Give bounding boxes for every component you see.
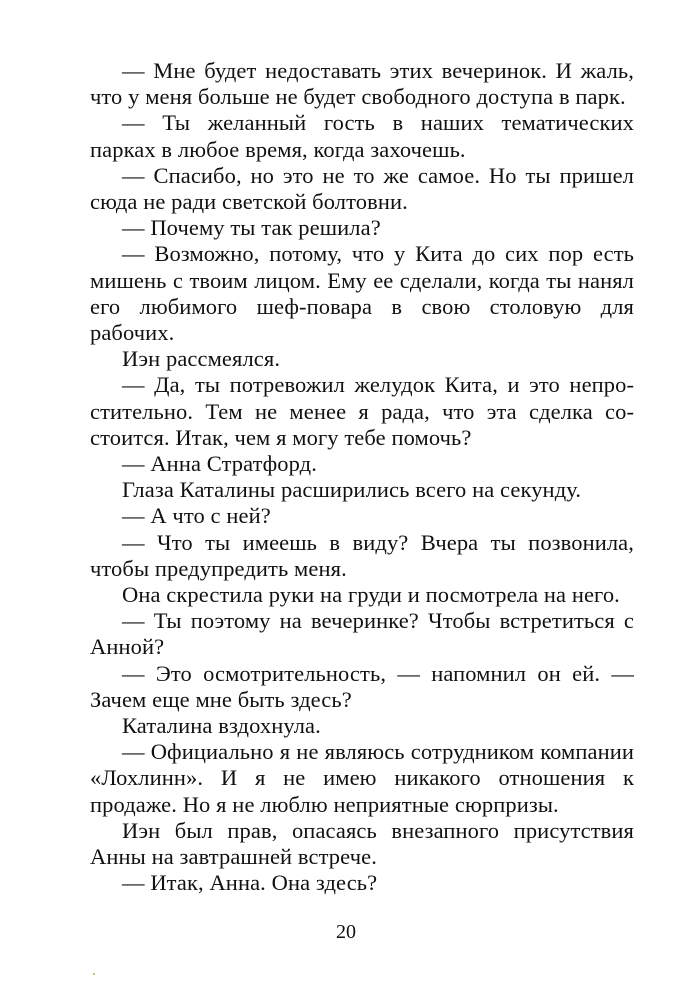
- paragraph: — Почему ты так решила?: [122, 215, 381, 241]
- paragraph: — Ты желанный гость в наших тематических парках в любое время, когда захочешь.: [90, 110, 634, 162]
- scan-speck: [93, 973, 95, 975]
- page-number: 20: [336, 921, 356, 943]
- paragraph: — Итак, Анна. Она здесь?: [122, 870, 378, 896]
- paragraph: Каталина вздохнула.: [122, 713, 321, 739]
- paragraph: — Что ты имеешь в виду? Вчера ты позвонила, чтобы предупредить меня.: [90, 529, 634, 581]
- paragraph: Глаза Каталины расширились всего на секунду.: [122, 477, 582, 503]
- paragraph: — Анна Стратфорд.: [122, 451, 317, 477]
- paragraph: Иэн рассмеялся.: [122, 346, 281, 372]
- body-text: [90, 58, 634, 897]
- paragraph: — Возможно, потому, что у Кита до сих пор есть мишень с твоим лицом. Ему ее сделали, когда ты нанял его любимого шеф-повара в свою столовую для рабочих.: [90, 241, 634, 346]
- paragraph: — Мне будет недоставать этих вечеринок. И жаль, что у меня больше не будет свободного доступа в парк.: [90, 58, 634, 110]
- paragraph: — Официально я не являюсь сотрудником компании «Лохлинн». И я не имею никакого отношения к продаже. Но я не люблю неприятные сюрпризы.: [90, 739, 634, 817]
- paragraph: Она скрестила руки на груди и посмотрела на него.: [122, 582, 620, 608]
- paragraph: — Ты поэтому на вечеринке? Чтобы встретиться с Анной?: [90, 608, 634, 660]
- paragraph: — Да, ты потревожил желудок Кита, и это непростительно. Тем не менее я рада, что эта сделка состоится. Итак, чем я могу тебе помочь?: [90, 372, 634, 450]
- paragraph: — Спасибо, но это не то же самое. Но ты пришел сюда не ради светской болтовни.: [90, 162, 634, 215]
- paragraph: — Это осмотрительность, — напомнил он ей. — Зачем еще мне быть здесь?: [90, 660, 634, 712]
- paragraph: — А что с ней?: [122, 503, 271, 529]
- paragraph: Иэн был прав, опасаясь внезапного присутствия Анны на завтрашней встрече.: [90, 817, 634, 870]
